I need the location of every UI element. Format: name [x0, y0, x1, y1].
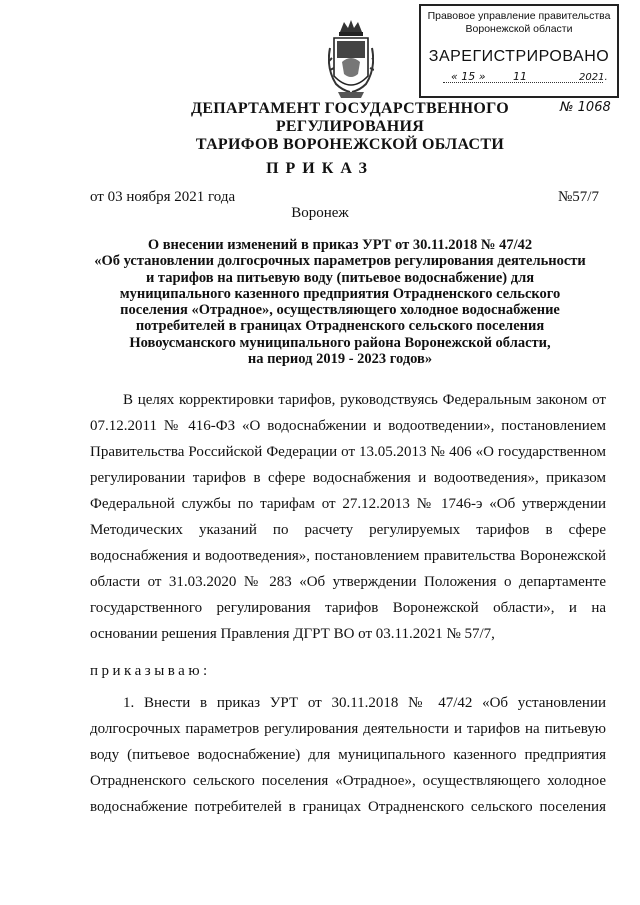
paragraph-line: водоснабжения и водоотведения», постановлением правительства Воронежской [90, 548, 606, 564]
paragraph-line: водоснабжение потребителей в границах Отрадненского сельского поселения [90, 799, 606, 815]
orders-word: приказываю: [90, 663, 211, 679]
preamble-paragraph [90, 387, 606, 647]
paragraph-line: долгосрочных параметров регулирования деятельности и тарифов на питьевую [90, 721, 606, 737]
stamp-line-2: Воронежской области [465, 23, 573, 35]
title-line: на период 2019 - 2023 годов» [247, 351, 433, 368]
department-line-1: ДЕПАРТАМЕНТ ГОСУДАРСТВЕННОГО РЕГУЛИРОВАНИЯ [191, 100, 509, 135]
document-number: №57/7 [558, 189, 599, 205]
stamp-line-1: Правовое управление правительства [427, 10, 611, 22]
paragraph-line: 1. Внести в приказ УРТ от 30.11.2018 № 47/42 «Об установлении [123, 695, 606, 711]
document-date: от 03 ноября 2021 года [90, 189, 236, 205]
title-line: потребителей в границах Отрадненского сельского поселения [135, 318, 545, 335]
coat-of-arms-icon [328, 18, 374, 106]
stamp-year: 2021. [579, 72, 608, 83]
paragraph-line: области от 31.03.2020 № 283 «Об утверждении Положения о департаменте [90, 574, 606, 590]
stamp-day: « 15 » [451, 70, 486, 83]
title-line: и тарифов на питьевую воду (питьевое водоснабжение) для [145, 269, 535, 286]
title-line: муниципального казенного предприятия Отрадненского сельского [119, 285, 561, 302]
title-line: Новоусманского муниципального района Воронежской области, [129, 334, 551, 351]
stamp-registered: ЗАРЕГИСТРИРОВАНО [428, 48, 610, 65]
stamp-month: 11 [513, 70, 527, 83]
paragraph-line: регулировании тарифов в сфере водоснабжения и водоотведения», приказом [90, 470, 606, 486]
paragraph-line: Методических указаний по расчету регулируемых тарифов в сфере [90, 522, 606, 538]
handwritten-reg-number: № 1068 [560, 100, 611, 115]
paragraph-line: государственного регулирования тарифов Воронежской области», и на [90, 600, 606, 616]
paragraph-line: Отрадненского сельского поселения «Отрадное», осуществляющего холодное [90, 773, 606, 789]
department-line-2: ТАРИФОВ ВОРОНЕЖСКОЙ ОБЛАСТИ [195, 136, 505, 153]
paragraph-line: основании решения Правления ДГРТ ВО от 03.11.2021 № 57/7, [90, 626, 495, 642]
paragraph-line: Правительства Российской Федерации от 13.05.2013 № 406 «О государственном [90, 444, 606, 460]
registration-stamp [419, 4, 619, 98]
title-line: О внесении изменений в приказ УРТ от 30.11.2018 № 47/42 [147, 237, 533, 253]
item-1-paragraph [90, 690, 606, 820]
document-city: Воронеж [291, 205, 349, 221]
document-type: ПРИКАЗ [266, 160, 374, 177]
title-line: «Об установлении долгосрочных параметров регулирования деятельности [94, 253, 586, 270]
paragraph-line: воду (питьевое водоснабжение) для муниципального казенного предприятия [90, 747, 606, 763]
title-line: поселения «Отрадное», осуществляющего холодное водоснабжение [120, 302, 560, 319]
department-name [120, 100, 580, 154]
paragraph-line: 07.12.2011 № 416-ФЗ «О водоснабжении и водоотведении», постановлением [90, 418, 606, 434]
paragraph-line: В целях корректировки тарифов, руководствуясь Федеральным законом от [123, 392, 606, 408]
paragraph-line: Федеральной службы по тарифам от 27.12.2013 № 1746-э «Об утверждении [90, 496, 606, 512]
document-title [75, 237, 605, 367]
